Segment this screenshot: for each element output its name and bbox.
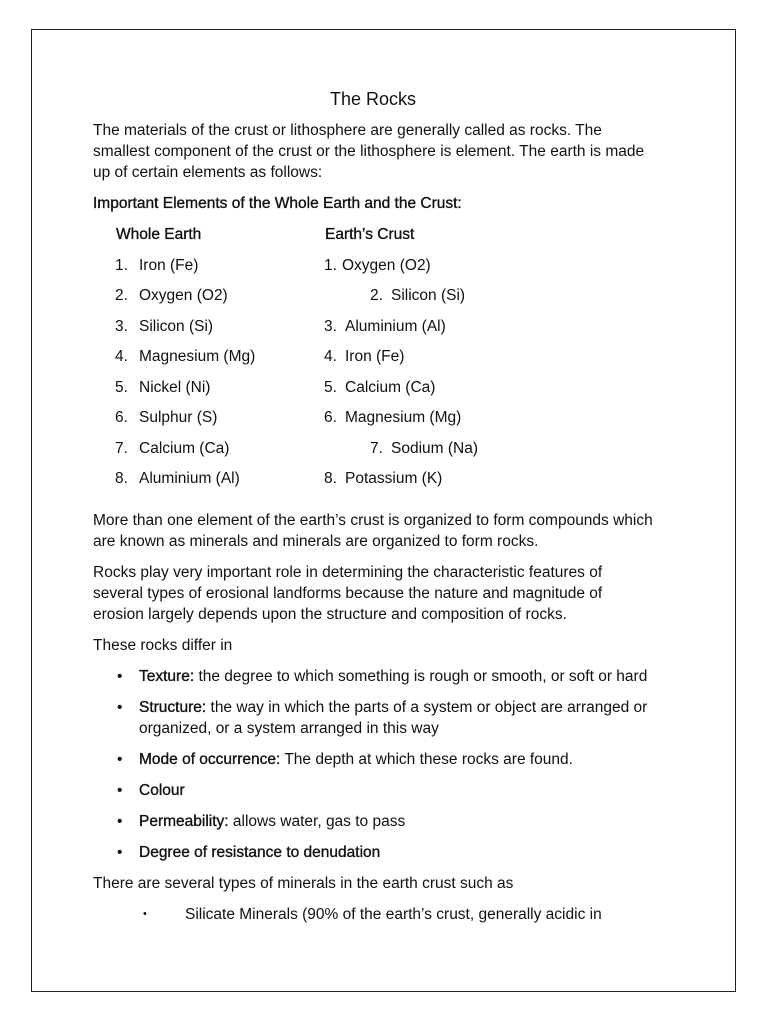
whole-earth-item: 4. Magnesium (Mg) (115, 348, 256, 365)
list-item: • Permeability: allows water, gas to pass (117, 813, 406, 830)
whole-earth-item: 7. Calcium (Ca) (115, 439, 230, 457)
list-item: • Colour (117, 782, 185, 799)
differences-list (93, 666, 653, 863)
bullet-icon: • (117, 844, 123, 861)
list-item: • Structure: the way in which the parts of a system or object are arranged or organized, or a system arranged in this way (117, 699, 648, 737)
list-item: • Texture: the degree to which something is rough or smooth, or soft or hard (117, 668, 648, 685)
role-paragraph: Rocks play very important role in determining the characteristic features of several types of erosional landforms because the nature and magnitude of erosion largely depends upon the structure and composition of rocks. (93, 564, 603, 623)
intro-paragraph: The materials of the crust or lithosphere are generally called as rocks. The smallest component of the crust or the lithosphere is element. The earth is made up of certain elements as follows: (93, 122, 645, 181)
earths-crust-item: 5. Calcium (Ca) (324, 378, 436, 396)
earths-crust-item: 2. Silicon (Si) (370, 287, 466, 304)
whole-earth-item: 2. Oxygen (O2) (115, 287, 228, 304)
whole-earth-item: 1. Iron (Fe) (115, 256, 199, 274)
whole-earth-header: Whole Earth (116, 226, 202, 243)
earths-crust-item: 1. Oxygen (O2) (324, 256, 431, 274)
minerals-intro: There are several types of minerals in the earth crust such as (93, 875, 514, 892)
whole-earth-item: 5. Nickel (Ni) (115, 378, 211, 396)
bullet-icon: • (117, 699, 123, 716)
earths-crust-header: Earth’s Crust (325, 226, 415, 243)
bullet-icon: • (117, 813, 123, 830)
differ-intro: These rocks differ in (93, 637, 233, 654)
earths-crust-item: 7. Sodium (Na) (370, 439, 478, 457)
earths-crust-item: 4. Iron (Fe) (324, 348, 405, 365)
list-item: • Degree of resistance to denudation (117, 844, 381, 861)
elements-heading: Important Elements of the Whole Earth and the Crust: (93, 195, 462, 212)
whole-earth-item: 3. Silicon (Si) (115, 317, 214, 335)
page-title: The Rocks (329, 89, 417, 109)
bullet-icon: • (117, 782, 123, 799)
elements-table (93, 224, 653, 500)
mineral-list-item: • Silicate Minerals (90% of the earth’s crust, generally acidic in (143, 906, 602, 923)
bullet-icon: • (143, 908, 147, 920)
earths-crust-item: 3. Aluminium (Al) (324, 317, 446, 335)
whole-earth-item: 6. Sulphur (S) (115, 409, 218, 426)
bullet-icon: • (117, 668, 123, 685)
bullet-icon: • (117, 751, 123, 768)
earths-crust-item: 8. Potassium (K) (324, 470, 443, 487)
compounds-paragraph: More than one element of the earth’s crust is organized to form compounds which are known as minerals and minerals are organized to form rocks. (93, 512, 653, 550)
document-body (93, 88, 653, 925)
list-item: • Mode of occurrence: The depth at which these rocks are found. (117, 751, 573, 768)
whole-earth-item: 8. Aluminium (Al) (115, 470, 240, 487)
earths-crust-item: 6. Magnesium (Mg) (324, 409, 462, 426)
